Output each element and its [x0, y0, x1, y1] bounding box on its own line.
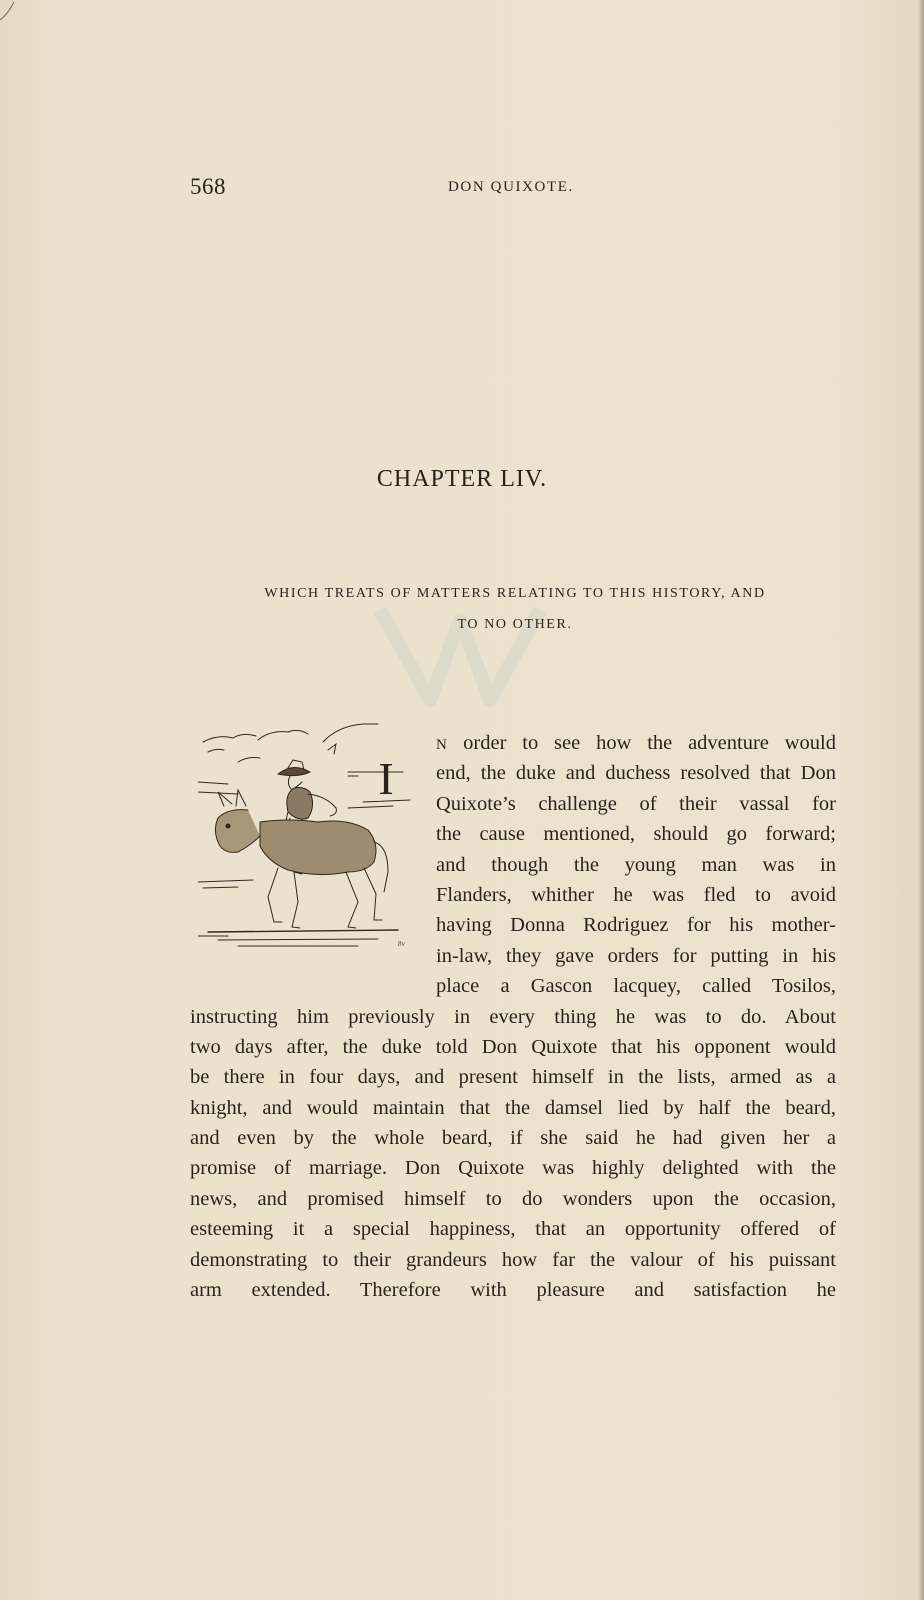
engraver-signature: 8v — [398, 940, 405, 948]
body-line: knight, and would maintain that the damsel lied by half the beard, — [190, 1096, 836, 1119]
body-line: promise of marriage. Don Quixote was highly delighted with the — [190, 1157, 836, 1180]
chapter-subtitle — [205, 578, 825, 640]
body-line: demonstrating to their grandeurs how far the valour of his puissant — [190, 1248, 836, 1271]
body-line-1-text: order to see how the adventure would — [447, 732, 836, 754]
body-line: Quixote’s challenge of their vassal for — [436, 792, 836, 815]
body-line: instructing him previously in every thing he was to do. About — [190, 1005, 836, 1028]
page-corner-mark — [0, 0, 22, 24]
body-line: arm extended. Therefore with pleasure and satisfaction he — [190, 1279, 836, 1302]
body-text — [190, 728, 836, 1305]
first-word-cap: N — [436, 737, 448, 753]
page-header — [0, 174, 924, 204]
body-line: two days after, the duke told Don Quixote that his opponent would — [190, 1035, 836, 1058]
page-edge-shadow — [918, 0, 924, 1600]
body-line: end, the duke and duchess resolved that Don — [436, 762, 836, 785]
body-line-1 — [436, 728, 836, 758]
body-line: the cause mentioned, should go forward; — [436, 823, 836, 846]
body-line: and even by the whole beard, if she said he had given her a — [190, 1127, 836, 1150]
body-line: in-law, they gave orders for putting in his — [436, 944, 836, 967]
body-line: be there in four days, and present himself in the lists, armed as a — [190, 1066, 836, 1089]
drop-cap: I — [378, 753, 394, 804]
page-number: 568 — [190, 174, 226, 199]
body-line: having Donna Rodriguez for his mother- — [436, 914, 836, 937]
running-title: DON QUIXOTE. — [448, 179, 574, 195]
chapter-subtitle-line-2: TO NO OTHER. — [457, 617, 573, 632]
chapter-title: CHAPTER LIV. — [376, 466, 548, 492]
chapter-subtitle-line-1: WHICH TREATS OF MATTERS RELATING TO THIS HISTORY, AND — [264, 586, 766, 601]
body-line: and though the young man was in — [436, 853, 836, 876]
body-line: news, and promised himself to do wonders upon the occasion, — [190, 1187, 836, 1210]
body-line: Flanders, whither he was fled to avoid — [436, 883, 836, 906]
body-line: place a Gascon lacquey, called Tosilos, — [436, 975, 836, 998]
body-line: esteeming it a special happiness, that an opportunity offered of — [190, 1218, 836, 1241]
